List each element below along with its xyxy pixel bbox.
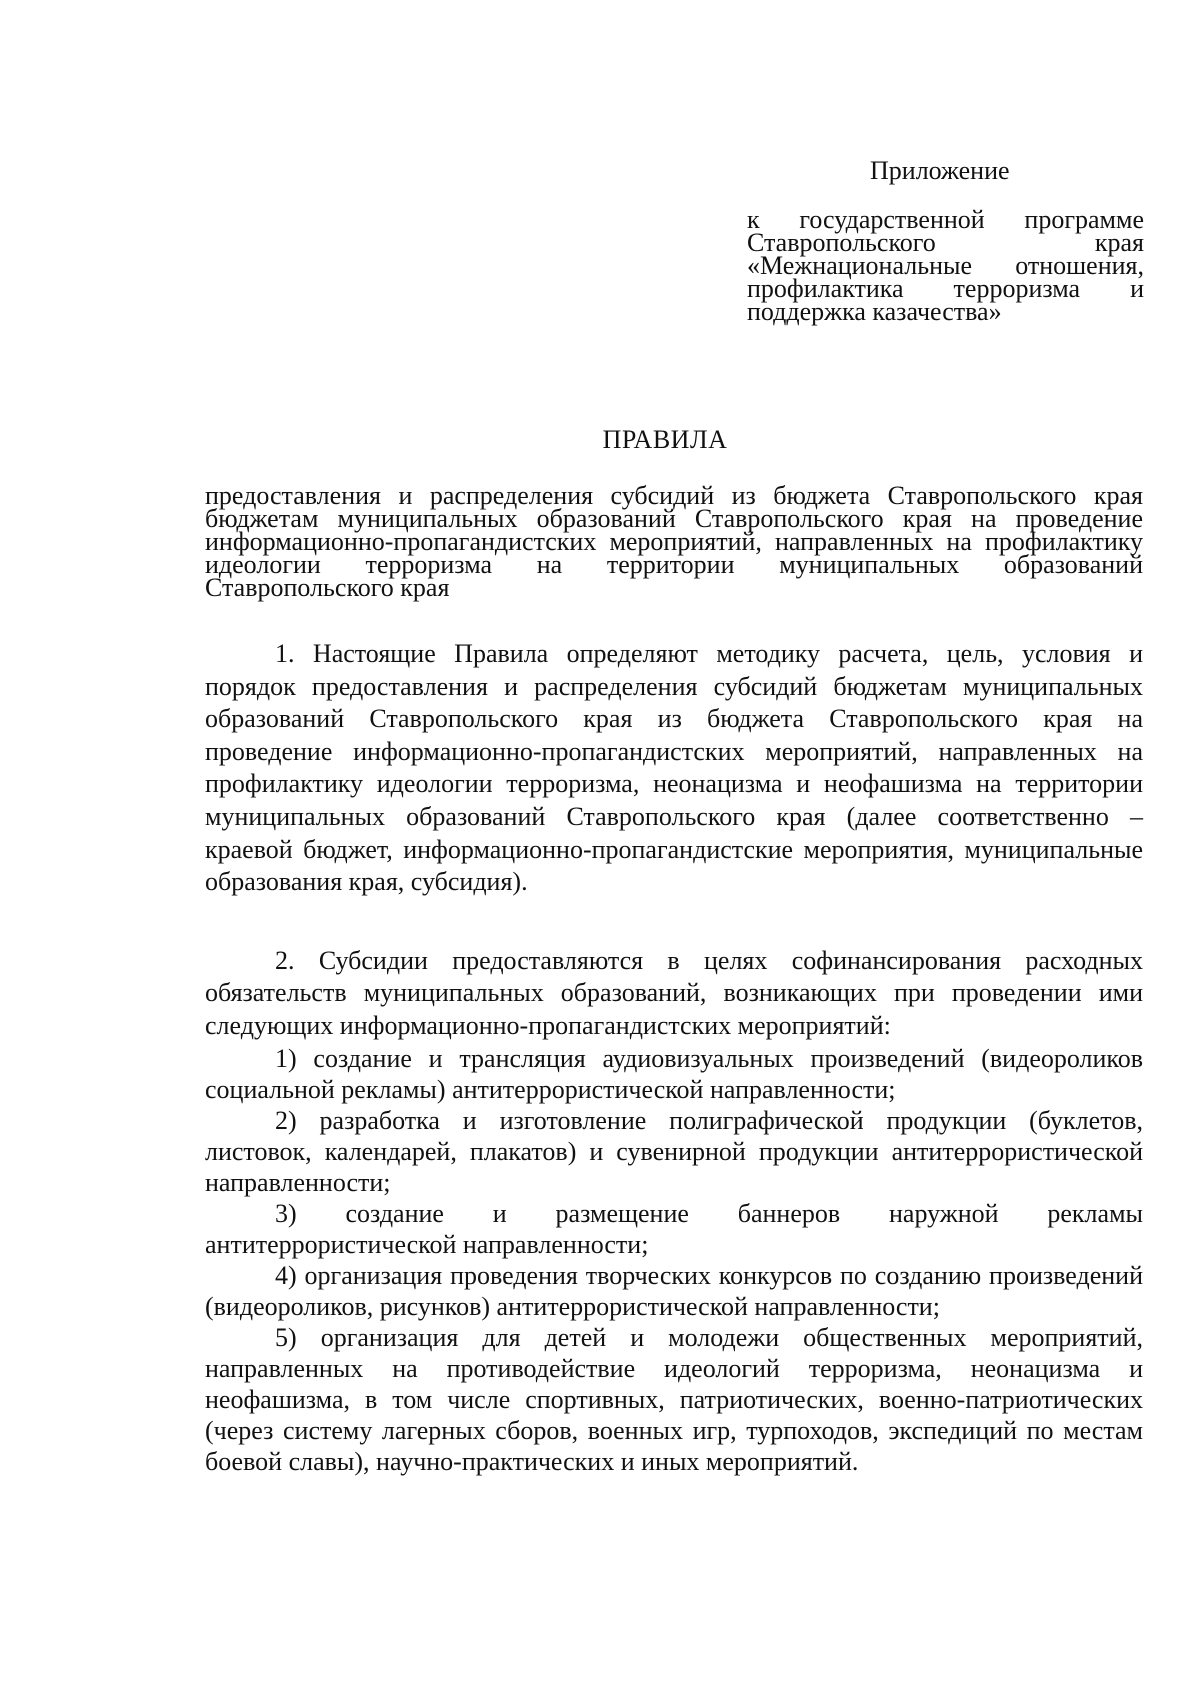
section-2-paragraph: 2. Субсидии предоставляются в целях софинансирования расходных обязательств муниципальных образований, возникающих при проведении ими следующих информационно-пропагандистских мероприятий: (205, 945, 1143, 1040)
list-item: 1) создание и трансляция аудиовизуальных произведений (видеороликов социальной рекламы) антитеррористической направленности; (205, 1043, 1143, 1104)
list-item: 4) организация проведения творческих конкурсов по созданию произведений (видеороликов, рисунков) антитеррористической направленности; (205, 1260, 1143, 1321)
appendix-label: Приложение (870, 156, 1010, 185)
list-item: 5) организация для детей и молодежи общественных мероприятий, направленных на противодействие идеологий терроризма, неонацизма и неофашизма, в том числе спортивных, патриотических, военно-патриотических (через систему лагерных сборов, военных игр, турпоходов, экспедиций по местам боевой славы), научно-практических и иных мероприятий. (205, 1322, 1143, 1476)
list-item: 3) создание и размещение баннеров наружной рекламы антитеррористической направленности; (205, 1198, 1143, 1259)
section-1-paragraph: 1. Настоящие Правила определяют методику расчета, цель, условия и порядок предоставления и распределения субсидий бюджетам муниципальных образований Ставропольского края из бюджета Ставропольского края на проведение информационно-пропагандистских мероприятий, направленных на профилактику идеологии терроризма, неонацизма и неофашизма на территории муниципальных образований Ставропольского края (далее соответственно – краевой бюджет, информационно-пропагандистские мероприятия, муниципальные образования края, субсидия). (205, 639, 1143, 897)
document-subtitle: предоставления и распределения субсидий из бюджета Ставропольского края бюджетам муниципальных образований Ставропольского края на проведение информационно-пропагандистских мероприятий, направленных на профилактику идеологии терроризма на территории муниципальных образований Ставропольского края (205, 481, 1143, 602)
appendix-reference: к государственной программе Ставропольского края «Межнациональные отношения, профилактика терроризма и поддержка казачества» (747, 205, 1144, 326)
list-item: 2) разработка и изготовление полиграфической продукции (буклетов, листовок, календарей, плакатов) и сувенирной продукции антитеррористической направленности; (205, 1105, 1143, 1197)
document-title: ПРАВИЛА (602, 425, 728, 454)
document-body (205, 638, 1143, 1477)
